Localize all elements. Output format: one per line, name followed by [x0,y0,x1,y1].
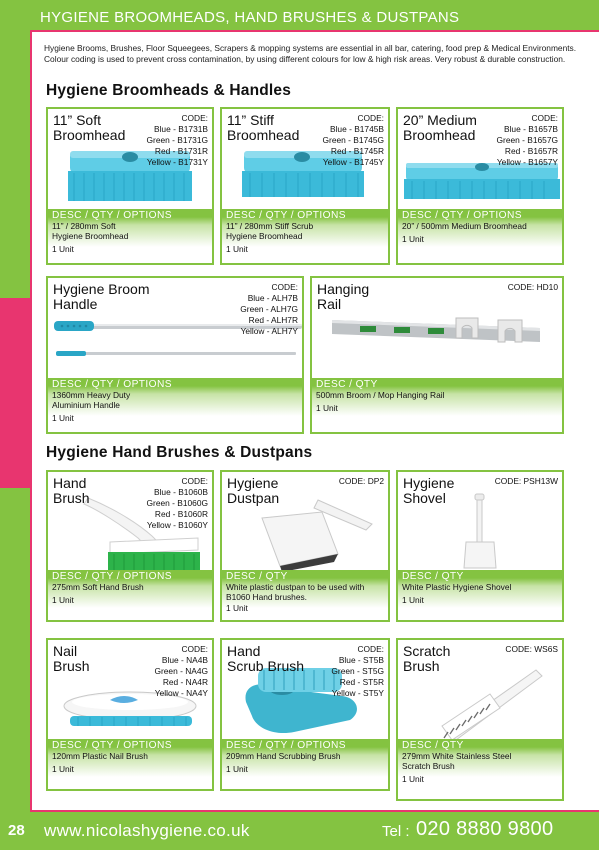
side-accent-bar [0,298,32,488]
page-number: 28 [8,822,25,839]
code-yellow: Yellow - B1060Y [146,520,208,530]
desc-quantity: 1 Unit [226,764,248,775]
product-card-soft-broomhead[interactable] [46,107,214,265]
desc-heading: DESC / QTY / OPTIONS [52,571,172,582]
code-red: Red - ALH7R [248,315,298,325]
product-title: 11” Stiff Broomhead [227,112,300,143]
desc-heading: DESC / QTY / OPTIONS [402,210,522,221]
code-yellow: Yellow - ALH7Y [240,326,298,336]
desc-text: 11” / 280mm Soft Hygiene Broomhead [52,221,129,242]
product-codes [497,113,558,168]
code-blue: Blue - B1657B [503,124,558,134]
code-red: Red - ST5R [339,677,384,687]
desc-text: White Plastic Hygiene Shovel [402,582,512,592]
code-green: Green - NA4G [154,666,208,676]
product-codes [495,476,558,487]
code-blue: Blue - B1745B [329,124,384,134]
code-green: Green - ST5G [331,666,384,676]
desc-quantity: 1 Unit [226,244,248,255]
desc-text: 11” / 280mm Stiff Scrub Hygiene Broomhead [226,221,314,242]
code-blue: Blue - B1060B [153,487,208,497]
product-title: Hygiene Dustpan [227,475,280,506]
desc-quantity: 1 Unit [402,774,424,785]
product-codes [505,644,558,655]
desc-heading: DESC / QTY / OPTIONS [52,379,172,390]
code-green: Green - ALH7G [240,304,298,314]
desc-text: 275mm Soft Hand Brush [52,582,144,592]
product-codes [331,644,384,699]
desc-text: 500mm Broom / Mop Hanging Rail [316,390,445,400]
desc-text: 20” / 500mm Medium Broomhead [402,221,527,231]
desc-text: 279mm White Stainless Steel Scratch Brush [402,751,512,772]
code-green: Green - B1731G [146,135,208,145]
telephone-number[interactable]: 020 8880 9800 [416,818,554,840]
desc-heading: DESC / QTY / OPTIONS [226,740,346,751]
product-title: Hand Brush [53,475,90,506]
desc-quantity: 1 Unit [52,595,74,606]
code-label: CODE: WS6S [505,644,558,654]
product-description [48,739,212,789]
product-title: Hygiene Shovel [403,475,455,506]
desc-heading: DESC / QTY / OPTIONS [52,210,172,221]
code-label: CODE: [181,476,208,486]
desc-quantity: 1 Unit [52,764,74,775]
code-label: CODE: [531,113,558,123]
product-description [222,209,388,263]
product-card-nail-brush[interactable] [46,638,214,791]
website-link[interactable]: www.nicolashygiene.co.uk [44,821,250,840]
product-codes [339,476,384,487]
code-label: CODE: [181,644,208,654]
product-card-medium-broomhead[interactable] [396,107,564,265]
product-description [398,739,562,799]
code-blue: Blue - NA4B [161,655,208,665]
desc-text: 120mm Plastic Nail Brush [52,751,148,761]
code-red: Red - B1731R [154,146,208,156]
code-label: CODE: [181,113,208,123]
desc-heading: DESC / QTY [402,740,464,751]
desc-heading: DESC / QTY [316,379,378,390]
code-yellow: Yellow - ST5Y [331,688,384,698]
desc-quantity: 1 Unit [316,403,338,414]
code-label: CODE: DP2 [338,476,384,486]
product-title: Hanging Rail [317,281,370,312]
telephone-label: Tel : [382,823,410,840]
product-codes [240,282,298,337]
code-yellow: Yellow - B1745Y [322,157,384,167]
page-header-title: HYGIENE BROOMHEADS, HAND BRUSHES & DUSTPANS [40,9,460,26]
code-yellow: Yellow - B1731Y [146,157,208,167]
code-label: CODE: [357,644,384,654]
code-red: Red - NA4R [162,677,208,687]
code-blue: Blue - B1731B [153,124,208,134]
product-card-dustpan[interactable] [220,470,390,622]
code-label: CODE: [357,113,384,123]
product-title: Nail Brush [53,643,90,674]
product-description [398,570,562,620]
product-card-scrub-brush[interactable] [220,638,390,791]
desc-quantity: 1 Unit [52,244,74,255]
product-codes [323,113,384,168]
product-codes [147,476,208,531]
code-green: Green - B1060G [146,498,208,508]
code-yellow: Yellow - NA4Y [154,688,208,698]
code-label: CODE: PSH13W [494,476,558,486]
desc-quantity: 1 Unit [226,603,248,614]
product-card-shovel[interactable] [396,470,564,622]
desc-heading: DESC / QTY / OPTIONS [226,210,346,221]
desc-heading: DESC / QTY / OPTIONS [52,740,172,751]
desc-text: 1360mm Heavy Duty Aluminium Handle [52,390,131,411]
desc-quantity: 1 Unit [52,413,74,424]
product-description [398,209,562,263]
product-codes [154,644,208,699]
desc-quantity: 1 Unit [402,234,424,245]
section-title-broomheads: Hygiene Broomheads & Handles [46,82,292,99]
desc-text: 209mm Hand Scrubbing Brush [226,751,341,761]
code-blue: Blue - ALH7B [247,293,298,303]
product-codes [147,113,208,168]
product-description [222,570,388,620]
code-green: Green - B1657G [496,135,558,145]
desc-heading: DESC / QTY [402,571,464,582]
product-title: Hand Scrub Brush [227,643,305,674]
product-card-hanging-rail[interactable] [310,276,564,434]
product-title: 11” Soft Broomhead [53,112,126,143]
product-description [48,570,212,620]
code-red: Red - B1060R [154,509,208,519]
code-red: Red - B1657R [504,146,558,156]
desc-heading: DESC / QTY [226,571,288,582]
product-card-hand-brush[interactable] [46,470,214,622]
code-label: CODE: HD10 [507,282,558,292]
code-blue: Blue - ST5B [338,655,384,665]
code-red: Red - B1745R [330,146,384,156]
product-codes [508,282,558,293]
code-label: CODE: [271,282,298,292]
section-title-hand-brushes: Hygiene Hand Brushes & Dustpans [46,444,313,461]
product-title: 20” Medium Broomhead [403,112,477,143]
product-title: Scratch Brush [403,643,451,674]
intro-paragraph: Hygiene Brooms, Brushes, Floor Squeegees, Scrapers & mopping systems are essential in all bar, catering, food prep & Medical Environments. Colour coding is used to prevent cross contamination, by using different colours for low & high risk areas. Very robust & durable construction. [44,43,577,64]
product-description [222,739,388,789]
desc-text: White plastic dustpan to be used with B1060 Hand brushes. [226,582,365,603]
product-card-stiff-broomhead[interactable] [220,107,390,265]
product-card-scratch-brush[interactable] [396,638,564,801]
product-title: Hygiene Broom Handle [53,281,150,312]
desc-quantity: 1 Unit [402,595,424,606]
product-description [48,378,302,432]
code-yellow: Yellow - B1657Y [496,157,558,167]
product-description [312,378,562,432]
code-green: Green - B1745G [322,135,384,145]
product-card-broom-handle[interactable] [46,276,304,434]
product-description [48,209,212,263]
